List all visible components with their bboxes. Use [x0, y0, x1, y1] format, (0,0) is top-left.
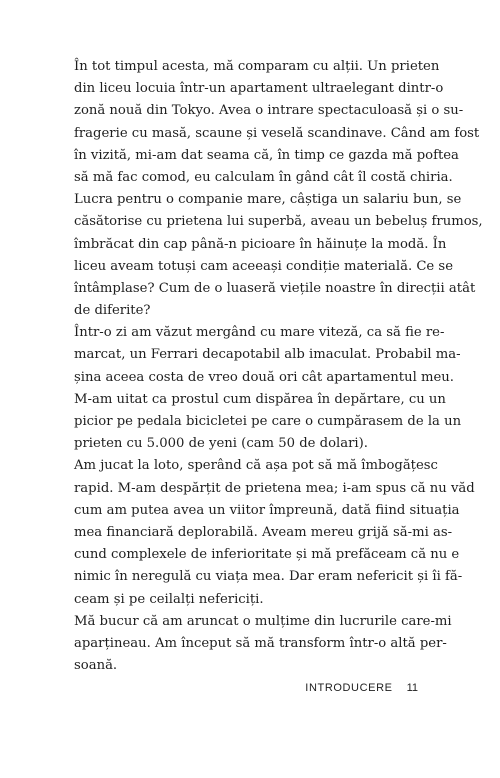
text-line: fragerie cu masă, scaune și veselă scandinave. Când am fost: [74, 125, 480, 141]
text-line: șina aceea costa de vreo două ori cât apartamentul meu.: [74, 369, 454, 385]
paragraph-4: [74, 611, 452, 678]
text-line: Lucra pentru o companie mare, câștiga un salariu bun, se: [74, 192, 462, 208]
text-line: rapid. M-am despărțit de prietena mea; i-am spus că nu văd: [74, 480, 475, 496]
body-text: [74, 56, 483, 677]
text-line: căsătorise cu prietena lui superbă, aveau un bebeluș frumos,: [74, 214, 483, 230]
page-number: 11: [406, 682, 418, 694]
text-line: liceu aveam totuși cam aceeași condiție materială. Ce se: [74, 258, 454, 274]
text-line: îmbrăcat din cap până-n picioare în hăinuțe la modă. În: [74, 236, 447, 252]
text-line: ceam și pe ceilalți nefericiți.: [74, 591, 264, 607]
paragraph-1: [74, 56, 483, 322]
text-line: prieten cu 5.000 de yeni (cam 50 de dolari).: [74, 436, 368, 452]
text-line: nimic în neregulă cu viața mea. Dar eram nefericit și îi fă-: [74, 569, 463, 585]
text-line: marcat, un Ferrari decapotabil alb imaculat. Probabil ma-: [74, 347, 461, 363]
paragraph-2: [74, 322, 462, 455]
running-head: INTRODUCERE: [305, 682, 393, 694]
text-line: să mă fac comod, eu calculam în gând cât îl costă chiria.: [74, 169, 453, 185]
text-line: Am jucat la loto, sperând că așa pot să mă îmbogățesc: [74, 458, 438, 474]
text-line: mea financiară deplorabilă. Aveam mereu grijă să-mi as-: [74, 524, 453, 540]
text-line: Într-o zi am văzut mergând cu mare viteză, ca să fie re-: [74, 325, 445, 341]
text-line: cum am putea avea un viitor împreună, dată fiind situația: [74, 502, 460, 518]
text-line: Mă bucur că am aruncat o mulțime din lucrurile care-mi: [74, 613, 452, 629]
text-line: În tot timpul acesta, mă comparam cu alții. Un prieten: [74, 59, 440, 74]
text-line: întâmplase? Cum de o luaseră viețile noastre în direcții atât: [74, 280, 476, 296]
paragraph-3: [74, 455, 475, 610]
text-line: M-am uitat ca prostul cum dispărea în depărtare, cu un: [74, 391, 446, 407]
page-footer: [305, 682, 418, 694]
text-line: zonă nouă din Tokyo. Avea o intrare spectaculoasă și o su-: [74, 103, 464, 119]
text-line: aparțineau. Am început să mă transform într-o altă per-: [74, 635, 447, 651]
text-line: cund complexele de inferioritate și mă prefăceam că nu e: [74, 547, 460, 563]
text-line: soană.: [74, 658, 118, 674]
text-line: picior pe pedala bicicletei pe care o cumpărasem de la un: [74, 414, 462, 429]
text-line: din liceu locuia într-un apartament ultraelegant dintr-o: [74, 81, 444, 97]
text-line: în vizită, mi-am dat seama că, în timp ce gazda mă poftea: [74, 147, 459, 163]
text-line: de diferite?: [74, 303, 151, 319]
